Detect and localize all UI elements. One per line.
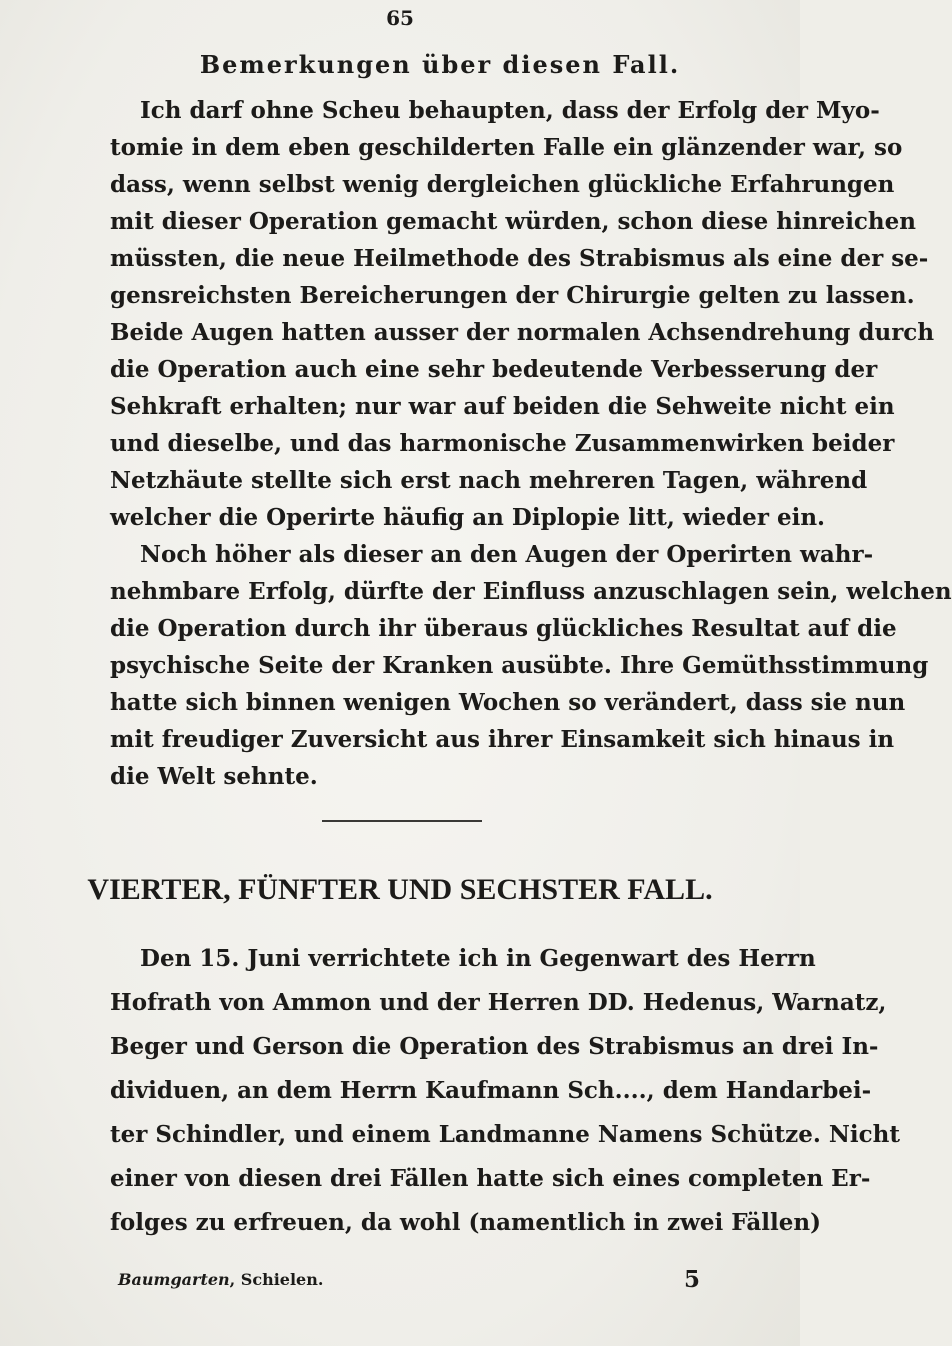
sheet-number: 5 xyxy=(683,1266,700,1293)
text-line: dividuen, an dem Herrn Kaufmann Sch...., dem Handarbei- xyxy=(110,1077,872,1104)
text-line: hatte sich binnen wenigen Wochen so verändert, dass sie nun xyxy=(110,689,906,716)
text-line: und dieselbe, und das harmonische Zusammenwirken beider xyxy=(110,430,895,457)
text-line: einer von diesen drei Fällen hatte sich eines completen Er- xyxy=(110,1165,871,1192)
text-line: mit freudiger Zuversicht aus ihrer Einsamkeit sich hinaus in xyxy=(110,726,895,753)
signature-author: Baumgarten xyxy=(118,1270,230,1289)
text-line: Den 15. Juni verrichtete ich in Gegenwart des Herrn xyxy=(140,945,816,972)
text-line: tomie in dem eben geschilderten Falle ein glänzender war, so xyxy=(110,134,903,161)
text-line: Ich darf ohne Scheu behaupten, dass der Erfolg der Myo- xyxy=(140,97,880,124)
text-line: gensreichsten Bereicherungen der Chirurgie gelten zu lassen. xyxy=(110,282,915,309)
signature-mark xyxy=(118,1270,323,1289)
text-line: Beger und Gerson die Operation des Strabismus an drei In- xyxy=(110,1033,879,1060)
text-line: mit dieser Operation gemacht würden, schon diese hinreichen xyxy=(110,208,917,235)
text-line: psychische Seite der Kranken ausübte. Ihre Gemüthsstimmung xyxy=(110,652,929,679)
text-line: dass, wenn selbst wenig dergleichen glückliche Erfahrungen xyxy=(110,171,895,198)
text-line: Sehkraft erhalten; nur war auf beiden die Sehweite nicht ein xyxy=(110,393,895,420)
text-line: Noch höher als dieser an den Augen der Operirten wahr- xyxy=(140,541,874,568)
text-line: die Operation auch eine sehr bedeutende Verbesserung der xyxy=(110,356,878,383)
section-heading-cases: VIERTER, FÜNFTER UND SECHSTER FALL. xyxy=(87,873,713,906)
text-line: ter Schindler, und einem Landmanne Namens Schütze. Nicht xyxy=(110,1121,900,1148)
page-number: 65 xyxy=(386,6,414,30)
signature-title: , Schielen. xyxy=(229,1270,324,1289)
remarks-paragraphs xyxy=(110,92,952,795)
text-line: Hofrath von Ammon und der Herren DD. Hedenus, Warnatz, xyxy=(110,989,887,1016)
text-line: die Operation durch ihr überaus glückliches Resultat auf die xyxy=(110,615,897,642)
text-line: Netzhäute stellte sich erst nach mehreren Tagen, während xyxy=(110,467,868,494)
text-line: die Welt sehnte. xyxy=(110,763,318,790)
section-heading-remarks: Bemerkungen über diesen Fall. xyxy=(199,50,681,79)
text-line: folges zu erfreuen, da wohl (namentlich in zwei Fällen) xyxy=(110,1209,821,1236)
text-line: Beide Augen hatten ausser der normalen Achsendrehung durch xyxy=(110,319,935,346)
cases-paragraph xyxy=(110,937,900,1245)
text-line: müssten, die neue Heilmethode des Strabismus als eine der se- xyxy=(110,245,929,272)
signature-line xyxy=(110,1266,710,1296)
text-line: welcher die Operirte häufig an Diplopie litt, wieder ein. xyxy=(110,504,826,531)
text-line: nehmbare Erfolg, dürfte der Einfluss anzuschlagen sein, welchen xyxy=(110,578,952,605)
section-divider xyxy=(322,820,482,822)
